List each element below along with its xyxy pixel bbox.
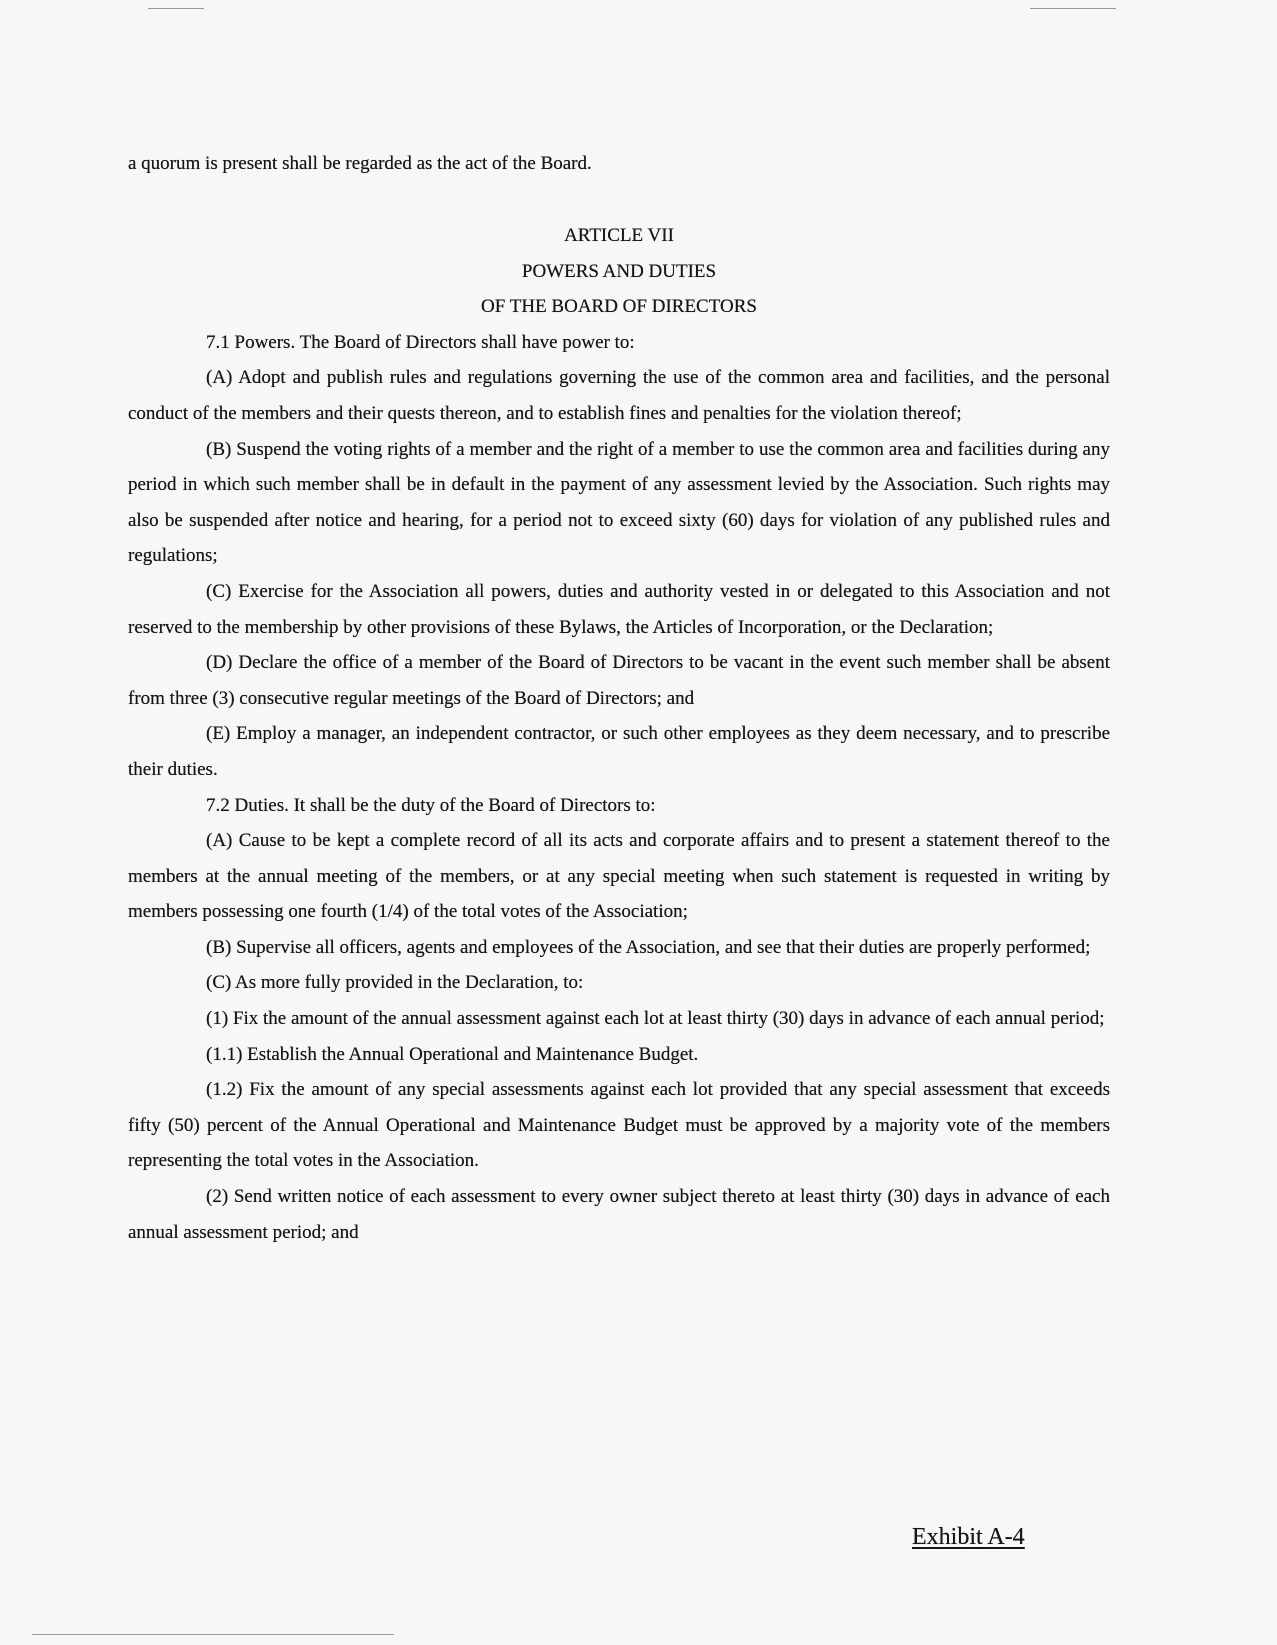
powers-item-c: (C) Exercise for the Association all powers, duties and authority vested in or delegated to this Association and not reserved to the membership by other provisions of these Bylaws, the Articles of Incorporation, or the Declaration; <box>128 580 1110 638</box>
scan-mark-bottom-left <box>32 1634 394 1635</box>
duties-item-a: (A) Cause to be kept a complete record of all its acts and corporate affairs and to present a statement thereof to the members at the annual meeting of the members, or at any special meeting when such statement is requested in writing by members possessing one fourth (1/4) of the total votes of the Association; <box>128 830 1110 923</box>
duties-item-c-2: (2) Send written notice of each assessment to every owner subject thereto at least thirty (30) days in advance of each annual assessment period; and <box>128 1186 1110 1243</box>
document-body <box>128 218 1110 1250</box>
duties-item-c-1: (1) Fix the amount of the annual assessment against each lot at least thirty (30) days in advance of each annual period; <box>206 1008 1105 1030</box>
scan-mark-top-right <box>1030 8 1116 9</box>
powers-item-d: (D) Declare the office of a member of the Board of Directors to be vacant in the event such member shall be absent from three (3) consecutive regular meetings of the Board of Directors; and <box>128 652 1110 709</box>
scan-mark-top-left <box>148 8 204 9</box>
article-number: ARTICLE VII <box>564 225 674 246</box>
duties-item-c: (C) As more fully provided in the Declaration, to: <box>206 972 584 994</box>
powers-item-a: (A) Adopt and publish rules and regulations governing the use of the common area and facilities, and the personal conduct of the members and their quests thereon, and to establish fines and penalties for the violation thereof; <box>128 367 1110 424</box>
continuation-text: a quorum is present shall be regarded as the act of the Board. <box>128 153 592 174</box>
powers-item-b: (B) Suspend the voting rights of a member and the right of a member to use the common area and facilities during any period in which such member shall be in default in the payment of any assessment levied by the Association. Such rights may also be suspended after notice and hearing, for a period not to exceed sixty (60) days for violation of any published rules and regulations; <box>128 438 1110 567</box>
duties-item-c-1-2: (1.2) Fix the amount of any special assessments against each lot provided that any special assessment that exceeds fifty (50) percent of the Annual Operational and Maintenance Budget must be approved by a majority vote of the members representing the total votes in the Association. <box>128 1079 1110 1172</box>
article-title-line-1: POWERS AND DUTIES <box>521 260 717 282</box>
duties-item-c-1-1: (1.1) Establish the Annual Operational and Maintenance Budget. <box>206 1043 699 1065</box>
section-7-2-duties: 7.2 Duties. It shall be the duty of the Board of Directors to: <box>206 794 656 816</box>
exhibit-label: Exhibit A-4 <box>912 1524 1025 1550</box>
duties-item-b: (B) Supervise all officers, agents and employees of the Association, and see that their duties are properly performed; <box>206 936 1091 958</box>
section-7-1-powers: 7.1 Powers. The Board of Directors shall have power to: <box>206 331 635 353</box>
powers-item-e: (E) Employ a manager, an independent contractor, or such other employees as they deem necessary, and to prescribe their duties. <box>128 723 1110 780</box>
article-title-line-2: OF THE BOARD OF DIRECTORS <box>481 296 757 318</box>
